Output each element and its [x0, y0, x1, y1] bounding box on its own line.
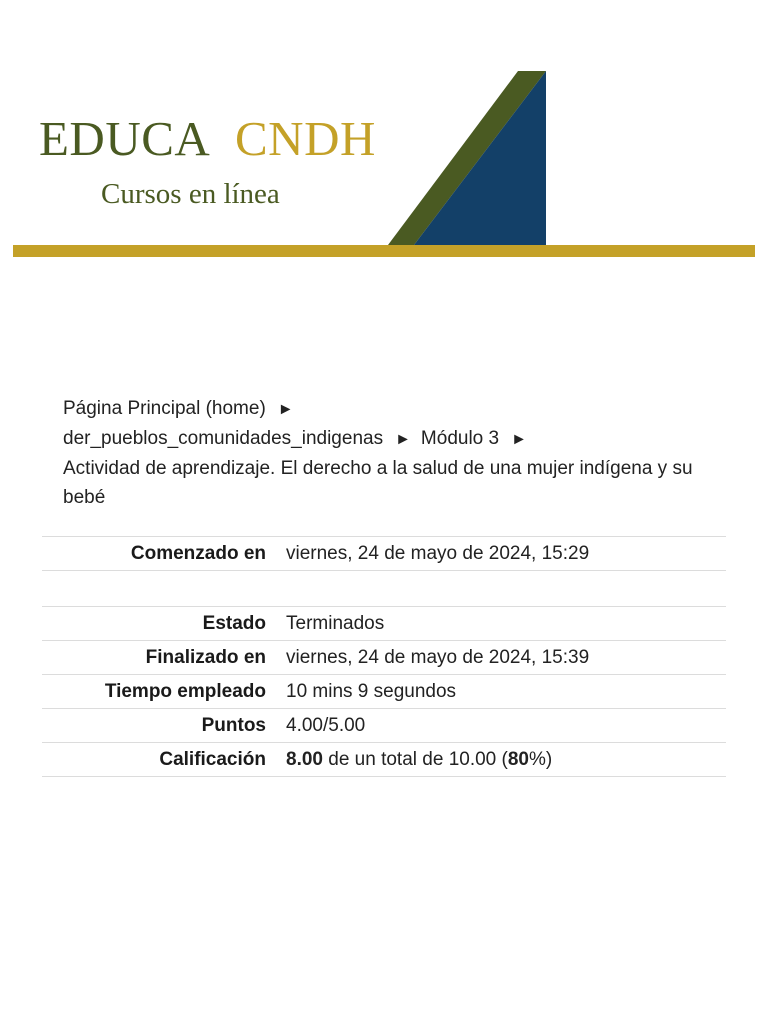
- summary-row-grade: [42, 743, 726, 777]
- logo-gold-bar: [13, 245, 755, 257]
- brand-subtitle: Cursos en línea: [101, 178, 280, 210]
- finished-label: Finalizado en: [42, 641, 286, 675]
- brand-educa: EDUCA: [39, 111, 211, 166]
- spacer-cell: [42, 571, 286, 607]
- breadcrumb-course-link[interactable]: der_pueblos_comunidades_indigenas: [63, 428, 384, 449]
- time-taken-label: Tiempo empleado: [42, 675, 286, 709]
- site-logo[interactable]: [0, 0, 768, 260]
- grade-percent-suffix: %): [529, 748, 553, 770]
- grade-value: [286, 743, 726, 777]
- summary-row-finished: [42, 641, 726, 675]
- breadcrumb-separator: ►: [395, 431, 411, 448]
- grade-total-text: de un total de 10.00 (: [322, 748, 508, 770]
- brand-cndh: CNDH: [235, 111, 376, 166]
- started-value: viernes, 24 de mayo de 2024, 15:29: [286, 537, 726, 571]
- grade-score: 8.00: [286, 748, 323, 770]
- started-label: Comenzado en: [42, 537, 286, 571]
- summary-row-time-taken: [42, 675, 726, 709]
- breadcrumb: [63, 394, 713, 512]
- breadcrumb-separator: ►: [277, 401, 294, 418]
- breadcrumb-module-link[interactable]: Módulo 3: [420, 428, 500, 449]
- summary-spacer-row: [42, 571, 726, 607]
- breadcrumb-activity-link[interactable]: Actividad de aprendizaje. El derecho a la salud de una mujer indígena y su bebé: [63, 458, 693, 508]
- points-label: Puntos: [42, 709, 286, 743]
- spacer-cell: [286, 571, 726, 607]
- time-taken-value: 10 mins 9 segundos: [286, 675, 726, 709]
- breadcrumb-separator: ►: [511, 431, 527, 448]
- quiz-attempt-summary: [42, 536, 726, 777]
- summary-row-started: [42, 537, 726, 571]
- finished-value: viernes, 24 de mayo de 2024, 15:39: [286, 641, 726, 675]
- state-label: Estado: [42, 607, 286, 641]
- state-value: Terminados: [286, 607, 726, 641]
- summary-row-state: [42, 607, 726, 641]
- grade-percent: 80: [507, 748, 529, 770]
- breadcrumb-home-link[interactable]: Página Principal (home): [63, 398, 266, 419]
- grade-label: Calificación: [42, 743, 286, 777]
- summary-row-points: [42, 709, 726, 743]
- points-value: 4.00/5.00: [286, 709, 726, 743]
